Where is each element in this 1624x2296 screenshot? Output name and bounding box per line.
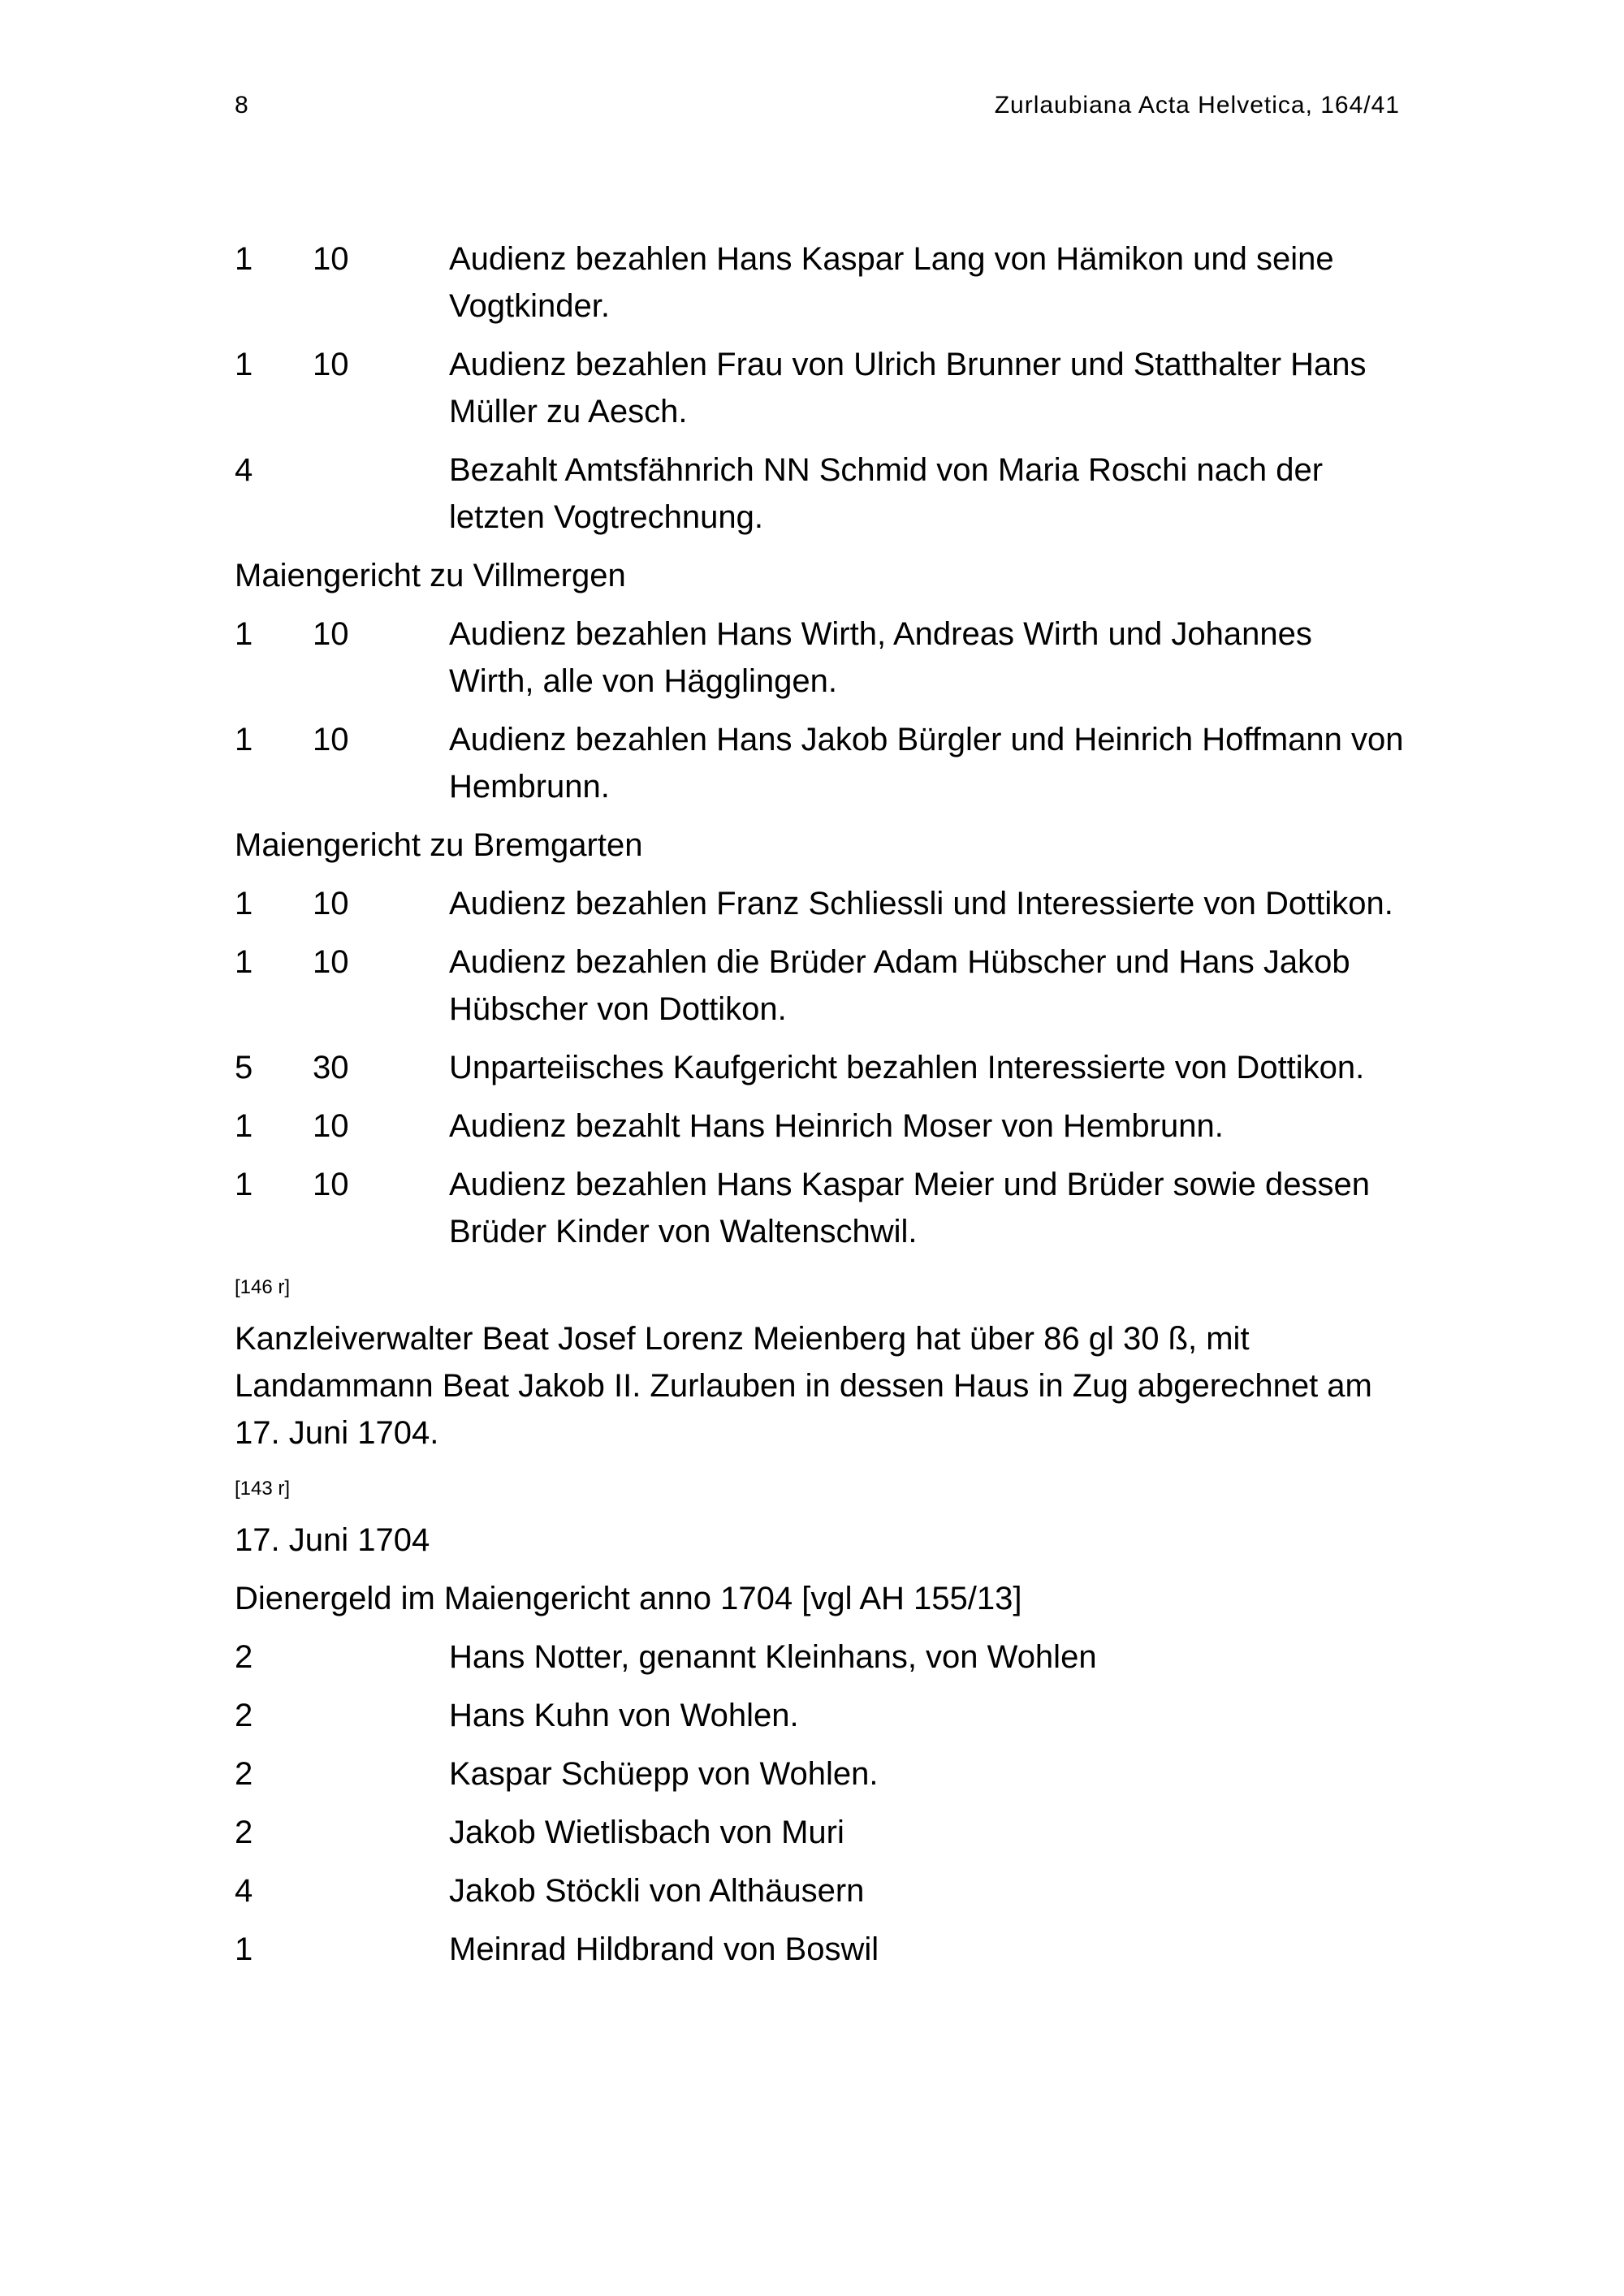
entry-text: Unparteiisches Kaufgericht bezahlen Interessierte von Dottikon. xyxy=(449,1050,1365,1085)
entries-section-3 xyxy=(235,880,1404,1255)
entry-text: Audienz bezahlen Hans Jakob Bürgler und Heinrich Hoffmann von Hembrunn. xyxy=(449,722,1404,805)
entry-row xyxy=(235,1809,1404,1856)
entry-row xyxy=(235,1103,1404,1150)
entry-row xyxy=(235,1044,1404,1091)
entry-text: Audienz bezahlen die Brüder Adam Hübscher und Hans Jakob Hübscher von Dottikon. xyxy=(449,944,1350,1027)
entry-text: Hans Kuhn von Wohlen. xyxy=(449,1698,799,1733)
entry-amount: 1 xyxy=(235,886,253,921)
date-line: 17. Juni 1704 xyxy=(235,1522,430,1558)
entry-amount: 2 xyxy=(235,1815,253,1850)
entry-text: Bezahlt Amtsfähnrich NN Schmid von Maria Roschi nach der letzten Vogtrechnung. xyxy=(449,452,1324,535)
entry-amount: 1 xyxy=(235,1167,253,1202)
entry-row xyxy=(235,1692,1404,1739)
folio-marker-143r: [143 r] xyxy=(235,1478,291,1500)
entry-subamount: 10 xyxy=(313,241,349,277)
entry-amount: 1 xyxy=(235,944,253,980)
entry-row xyxy=(235,880,1404,927)
entry-amount: 2 xyxy=(235,1756,253,1792)
paragraph-kanzleiverwalter: Kanzleiverwalter Beat Josef Lorenz Meienberg hat über 86 gl 30 ß, mit Landammann Beat Jakob II. Zurlauben in dessen Haus in Zug abgerechnet am 17. Juni 1704. xyxy=(235,1321,1372,1451)
heading-bremgarten: Maiengericht zu Bremgarten xyxy=(235,827,643,863)
entry-text: Audienz bezahlen Hans Wirth, Andreas Wirth und Johannes Wirth, alle von Hägglingen. xyxy=(449,616,1312,699)
entry-amount: 2 xyxy=(235,1698,253,1733)
folio-marker-146r: [146 r] xyxy=(235,1276,291,1298)
entry-text: Jakob Wietlisbach von Muri xyxy=(449,1815,844,1850)
entry-row xyxy=(235,939,1404,1033)
entry-subamount: 10 xyxy=(313,616,349,652)
entry-text: Meinrad Hildbrand von Boswil xyxy=(449,1931,879,1967)
entry-amount: 1 xyxy=(235,241,253,277)
entry-text: Jakob Stöckli von Althäusern xyxy=(449,1873,865,1909)
entry-row xyxy=(235,1634,1404,1681)
entry-amount: 2 xyxy=(235,1639,253,1675)
entry-row xyxy=(235,1161,1404,1255)
entry-row xyxy=(235,341,1404,435)
running-title: Zurlaubiana Acta Helvetica, 164/41 xyxy=(994,92,1400,119)
entry-text: Kaspar Schüepp von Wohlen. xyxy=(449,1756,879,1792)
entry-text: Audienz bezahlen Franz Schliessli und Interessierte von Dottikon. xyxy=(449,886,1393,921)
entry-subamount: 10 xyxy=(313,722,349,757)
entry-row xyxy=(235,1750,1404,1798)
entry-subamount: 10 xyxy=(313,944,349,980)
entry-text: Audienz bezahlen Frau von Ulrich Brunner und Statthalter Hans Müller zu Aesch. xyxy=(449,347,1367,429)
entry-text: Audienz bezahlen Hans Kaspar Meier und Brüder sowie dessen Brüder Kinder von Waltenschwil. xyxy=(449,1167,1371,1249)
entry-subamount: 10 xyxy=(313,347,349,382)
entries-section-1 xyxy=(235,235,1404,541)
entry-amount: 1 xyxy=(235,1108,253,1144)
page-number: 8 xyxy=(235,92,248,119)
entry-amount: 4 xyxy=(235,1873,253,1909)
entry-amount: 1 xyxy=(235,1931,253,1967)
entry-text: Audienz bezahlen Hans Kaspar Lang von Hämikon und seine Vogtkinder. xyxy=(449,241,1334,324)
entry-row xyxy=(235,235,1404,330)
document-body xyxy=(235,235,1404,1984)
entry-subamount: 30 xyxy=(313,1050,349,1085)
entry-row xyxy=(235,611,1404,705)
entries-section-4 xyxy=(235,1634,1404,1973)
entry-text: Audienz bezahlt Hans Heinrich Moser von Hembrunn. xyxy=(449,1108,1224,1144)
entry-amount: 1 xyxy=(235,722,253,757)
entry-subamount: 10 xyxy=(313,1108,349,1144)
entry-amount: 4 xyxy=(235,452,253,488)
entry-subamount: 10 xyxy=(313,886,349,921)
entry-text: Hans Notter, genannt Kleinhans, von Wohlen xyxy=(449,1639,1097,1675)
entry-subamount xyxy=(313,447,449,541)
heading-villmergen: Maiengericht zu Villmergen xyxy=(235,558,626,593)
entry-amount: 1 xyxy=(235,616,253,652)
entry-row xyxy=(235,1867,1404,1914)
entry-subamount: 10 xyxy=(313,1167,349,1202)
page-header xyxy=(235,92,1400,132)
entries-section-2 xyxy=(235,611,1404,810)
entry-amount: 1 xyxy=(235,347,253,382)
entry-row xyxy=(235,716,1404,810)
entry-row xyxy=(235,447,1404,541)
entry-amount: 5 xyxy=(235,1050,253,1085)
entry-row xyxy=(235,1926,1404,1973)
heading-dienergeld: Dienergeld im Maiengericht anno 1704 [vgl AH 155/13] xyxy=(235,1581,1022,1616)
